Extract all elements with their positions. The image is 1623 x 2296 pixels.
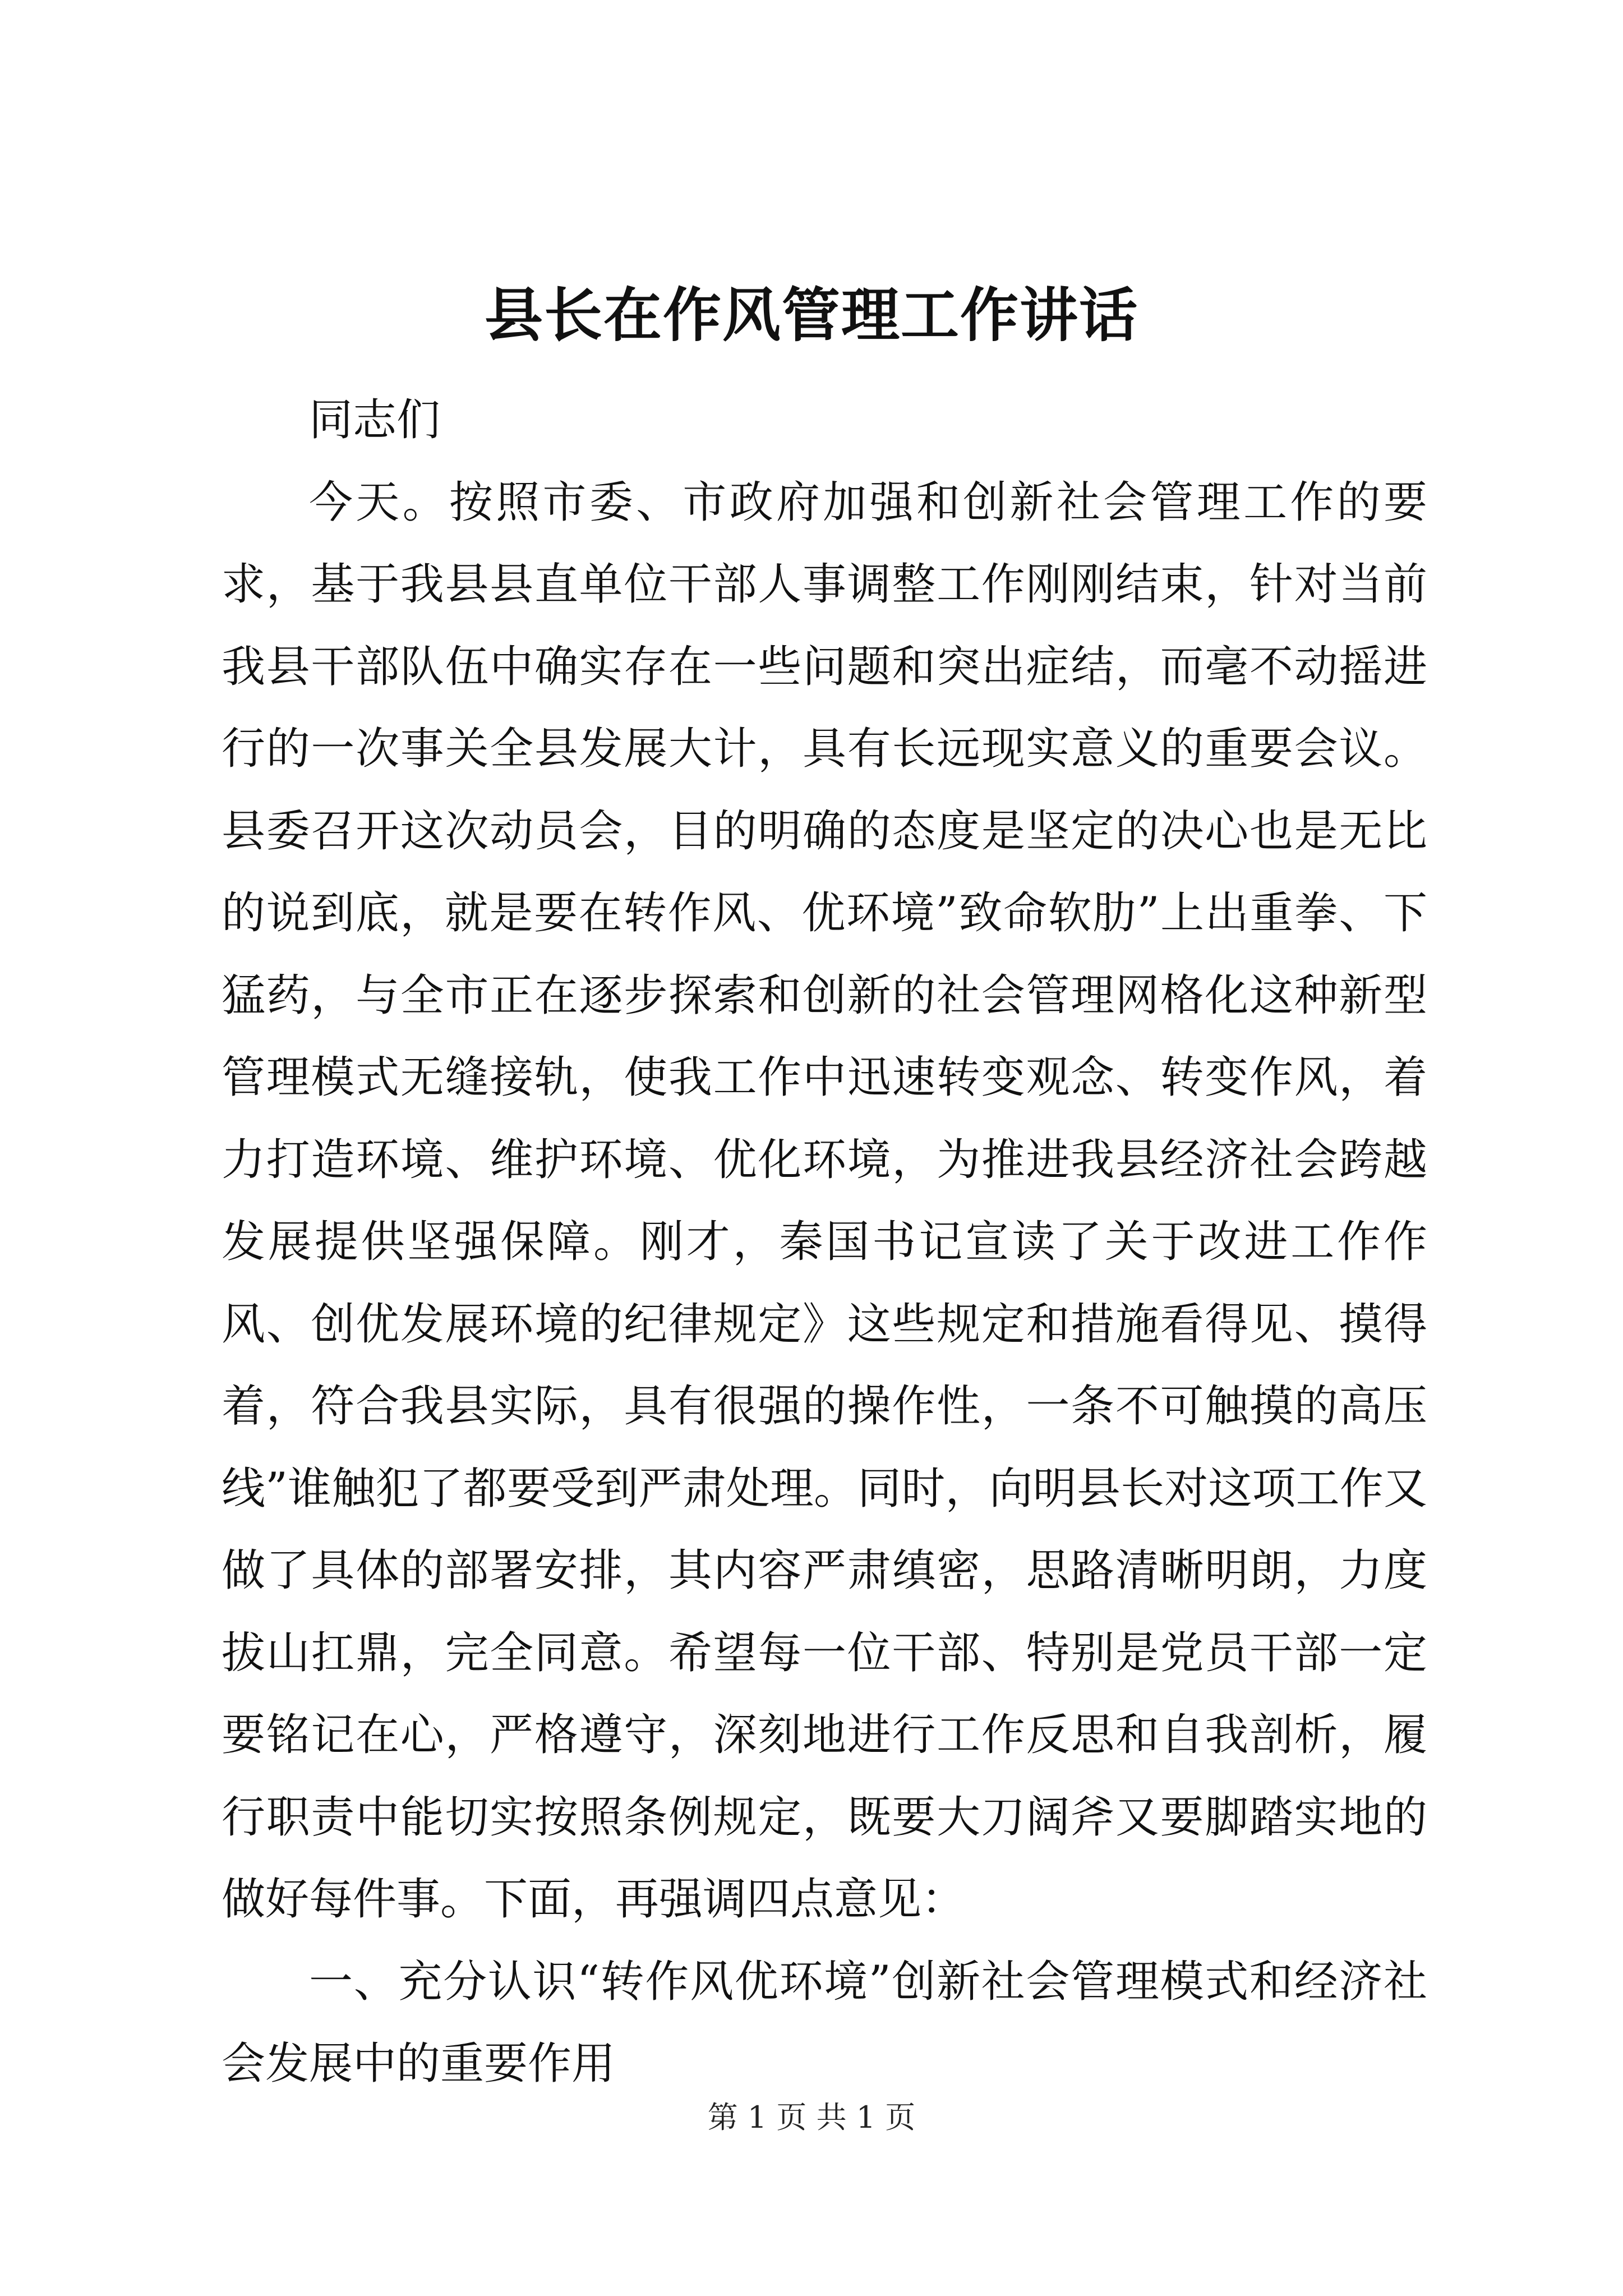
page-footer: 第 1 页 共 1 页 (707, 2100, 916, 2135)
document-title: 县长在作风管理工作讲话 (484, 280, 1138, 349)
document-body (222, 379, 1427, 2105)
body-paragraph-1: 今天。按照市委、市政府加强和创新社会管理工作的要求，基于我县县直单位干部人事调整工作刚刚结束，针对当前我县干部队伍中确实存在一些问题和突出症结，而毫不动摇进行的一次事关全县发展大计，具有长远现实意义的重要会议。县委召开这次动员会，目的明确的态度是坚定的决心也是无比的说到底，就是要在转作风、优环境”致命软肋”上出重拳、下猛药，与全市正在逐步探索和创新的社会管理网格化这种新型管理模式无缝接轨，使我工作中迅速转变观念、转变作风，着力打造环境、维护环境、优化环境，为推进我县经济社会跨越发展提供坚强保障。刚才，秦国书记宣读了关于改进工作作风、创优发展环境的纪律规定》这些规定和措施看得见、摸得着，符合我县实际，具有很强的操作性，一条不可触摸的高压线”谁触犯了都要受到严肃处理。同时，向明县长对这项工作又做了具体的部署安排，其内容严肃缜密，思路清晰明朗，力度拔山扛鼎，完全同意。希望每一位干部、特别是党员干部一定要铭记在心，严格遵守，深刻地进行工作反思和自我剖析，履行职责中能切实按照条例规定，既要大刀阔斧又要脚踏实地的做好每件事。下面，再强调四点意见： (222, 477, 1427, 1925)
section-heading-1: 一、充分认识“转作风优环境”创新社会管理模式和经济社会发展中的重要作用 (222, 1956, 1427, 2089)
salutation: 同志们 (309, 395, 441, 445)
